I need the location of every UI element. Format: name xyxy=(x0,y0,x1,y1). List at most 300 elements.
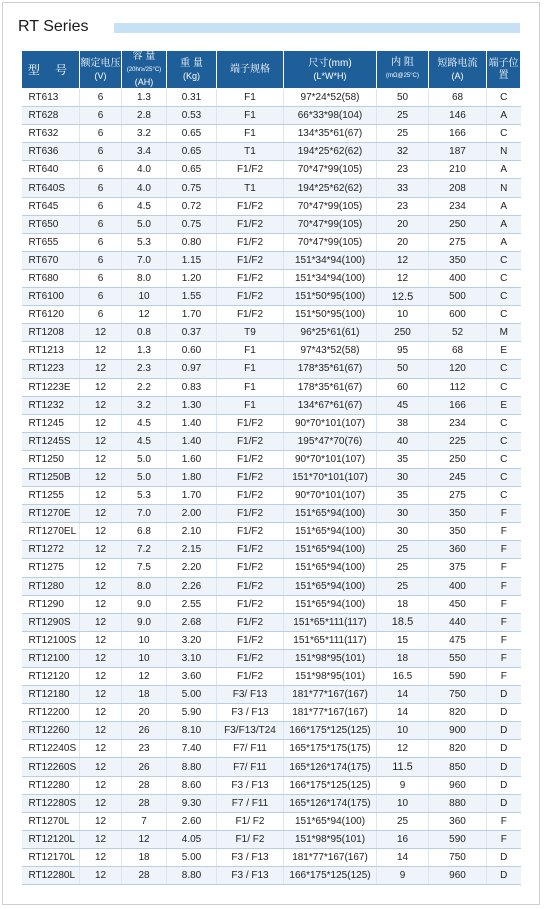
cell-terminal: F1/F2 xyxy=(217,595,284,613)
cell-short-current: 250 xyxy=(429,215,487,233)
cell-dimension: 97*43*52(58) xyxy=(284,342,377,360)
cell-capacity: 4.5 xyxy=(122,197,167,215)
cell-terminal-position: N xyxy=(487,143,521,161)
cell-voltage: 12 xyxy=(80,396,122,414)
table-row xyxy=(22,450,521,468)
cell-capacity: 10 xyxy=(122,631,167,649)
cell-dimension: 151*98*95(101) xyxy=(284,649,377,667)
table-row xyxy=(22,306,521,324)
cell-voltage: 12 xyxy=(80,450,122,468)
cell-weight: 0.53 xyxy=(167,107,217,125)
cell-dimension: 70*47*99(105) xyxy=(284,233,377,251)
cell-terminal-position: A xyxy=(487,161,521,179)
header-capacity-note: (20hr≥/25°C) xyxy=(126,67,162,73)
cell-model: RT1223 xyxy=(22,360,80,378)
cell-short-current: 350 xyxy=(429,505,487,523)
cell-voltage: 6 xyxy=(80,197,122,215)
cell-voltage: 12 xyxy=(80,505,122,523)
cell-short-current: 450 xyxy=(429,595,487,613)
cell-short-current: 208 xyxy=(429,179,487,197)
cell-dimension: 90*70*101(107) xyxy=(284,414,377,432)
cell-dimension: 70*47*99(105) xyxy=(284,215,377,233)
cell-model: RT650 xyxy=(22,215,80,233)
cell-terminal: F1/F2 xyxy=(217,649,284,667)
cell-dimension: 166*175*125(125) xyxy=(284,722,377,740)
cell-dimension: 151*65*111(117) xyxy=(284,613,377,631)
cell-terminal-position: A xyxy=(487,215,521,233)
table-row xyxy=(22,812,521,830)
table-row xyxy=(22,378,521,396)
cell-model: RT1208 xyxy=(22,324,80,342)
cell-terminal: F1/F2 xyxy=(217,613,284,631)
cell-terminal: F1/F2 xyxy=(217,269,284,287)
cell-capacity: 4.5 xyxy=(122,414,167,432)
cell-capacity: 9.0 xyxy=(122,613,167,631)
cell-dimension: 134*35*61(67) xyxy=(284,125,377,143)
cell-terminal: F1/F2 xyxy=(217,251,284,269)
cell-short-current: 750 xyxy=(429,848,487,866)
cell-capacity: 20 xyxy=(122,704,167,722)
cell-capacity: 12 xyxy=(122,306,167,324)
cell-capacity: 12 xyxy=(122,830,167,848)
table-row xyxy=(22,541,521,559)
table-header-row xyxy=(22,51,521,89)
table-row xyxy=(22,649,521,667)
cell-voltage: 6 xyxy=(80,107,122,125)
header-voltage-label: 额定电压 xyxy=(80,57,121,69)
cell-model: RT1223E xyxy=(22,378,80,396)
cell-capacity: 8.0 xyxy=(122,577,167,595)
cell-model: RT1250B xyxy=(22,468,80,486)
cell-resistance: 25 xyxy=(377,577,429,595)
table-row xyxy=(22,324,521,342)
cell-terminal-position: D xyxy=(487,776,521,794)
cell-resistance: 18 xyxy=(377,595,429,613)
cell-resistance: 15 xyxy=(377,631,429,649)
cell-dimension: 181*77*167(167) xyxy=(284,686,377,704)
cell-resistance: 35 xyxy=(377,450,429,468)
cell-terminal-position: F xyxy=(487,595,521,613)
cell-capacity: 4.5 xyxy=(122,432,167,450)
cell-dimension: 151*98*95(101) xyxy=(284,830,377,848)
cell-short-current: 68 xyxy=(429,342,487,360)
cell-short-current: 166 xyxy=(429,396,487,414)
cell-resistance: 12.5 xyxy=(377,288,429,306)
table-row xyxy=(22,740,521,758)
cell-dimension: 151*50*95(100) xyxy=(284,288,377,306)
table-row xyxy=(22,487,521,505)
cell-terminal-position: F xyxy=(487,830,521,848)
cell-terminal-position: C xyxy=(487,89,521,107)
cell-terminal: F7 / F11 xyxy=(217,794,284,812)
cell-terminal-position: F xyxy=(487,559,521,577)
cell-terminal: F1/F2 xyxy=(217,505,284,523)
cell-resistance: 20 xyxy=(377,233,429,251)
cell-weight: 2.68 xyxy=(167,613,217,631)
cell-weight: 3.10 xyxy=(167,649,217,667)
cell-voltage: 12 xyxy=(80,523,122,541)
cell-dimension: 151*65*94(100) xyxy=(284,595,377,613)
table-row xyxy=(22,631,521,649)
cell-weight: 8.80 xyxy=(167,867,217,885)
header-weight-unit: (Kg) xyxy=(182,70,200,81)
cell-capacity: 3.2 xyxy=(122,396,167,414)
cell-weight: 1.40 xyxy=(167,432,217,450)
cell-capacity: 18 xyxy=(122,848,167,866)
cell-resistance: 16 xyxy=(377,830,429,848)
cell-voltage: 12 xyxy=(80,487,122,505)
cell-weight: 0.65 xyxy=(167,143,217,161)
cell-dimension: 165*126*174(175) xyxy=(284,758,377,776)
cell-terminal-position: C xyxy=(487,269,521,287)
cell-short-current: 225 xyxy=(429,432,487,450)
header-capacity-unit: (AH) xyxy=(134,77,154,87)
cell-resistance: 14 xyxy=(377,848,429,866)
table-row xyxy=(22,396,521,414)
cell-resistance: 50 xyxy=(377,360,429,378)
header-voltage xyxy=(80,51,122,89)
cell-model: RT1270E xyxy=(22,505,80,523)
cell-weight: 2.55 xyxy=(167,595,217,613)
cell-terminal-position: E xyxy=(487,342,521,360)
cell-resistance: 12 xyxy=(377,740,429,758)
cell-short-current: 275 xyxy=(429,233,487,251)
cell-terminal-position: C xyxy=(487,306,521,324)
cell-dimension: 151*98*95(101) xyxy=(284,668,377,686)
cell-short-current: 250 xyxy=(429,450,487,468)
cell-terminal-position: C xyxy=(487,360,521,378)
table-row xyxy=(22,342,521,360)
header-dimension xyxy=(284,51,377,89)
table-row xyxy=(22,432,521,450)
cell-short-current: 350 xyxy=(429,523,487,541)
cell-dimension: 151*65*94(100) xyxy=(284,577,377,595)
cell-voltage: 12 xyxy=(80,776,122,794)
cell-voltage: 12 xyxy=(80,704,122,722)
cell-terminal-position: M xyxy=(487,324,521,342)
cell-dimension: 178*35*61(67) xyxy=(284,378,377,396)
cell-model: RT12120L xyxy=(22,830,80,848)
cell-voltage: 12 xyxy=(80,758,122,776)
table-row xyxy=(22,360,521,378)
table-row xyxy=(22,197,521,215)
cell-terminal-position: C xyxy=(487,487,521,505)
cell-terminal: F1 xyxy=(217,396,284,414)
cell-dimension: 151*34*94(100) xyxy=(284,269,377,287)
cell-short-current: 590 xyxy=(429,830,487,848)
cell-voltage: 6 xyxy=(80,215,122,233)
cell-dimension: 195*47*70(76) xyxy=(284,432,377,450)
cell-dimension: 181*77*167(167) xyxy=(284,848,377,866)
cell-resistance: 16.5 xyxy=(377,668,429,686)
cell-terminal: T9 xyxy=(217,324,284,342)
cell-voltage: 12 xyxy=(80,668,122,686)
cell-weight: 0.75 xyxy=(167,179,217,197)
cell-dimension: 166*175*125(125) xyxy=(284,776,377,794)
cell-capacity: 26 xyxy=(122,758,167,776)
cell-weight: 7.40 xyxy=(167,740,217,758)
cell-short-current: 360 xyxy=(429,812,487,830)
cell-weight: 0.65 xyxy=(167,161,217,179)
cell-terminal-position: F xyxy=(487,812,521,830)
cell-resistance: 23 xyxy=(377,161,429,179)
cell-weight: 8.60 xyxy=(167,776,217,794)
cell-terminal-position: D xyxy=(487,722,521,740)
cell-voltage: 6 xyxy=(80,89,122,107)
cell-voltage: 12 xyxy=(80,414,122,432)
header-weight-label: 重 量 xyxy=(180,57,203,69)
cell-terminal: F7/ F11 xyxy=(217,740,284,758)
cell-weight: 0.60 xyxy=(167,342,217,360)
cell-dimension: 151*65*94(100) xyxy=(284,505,377,523)
cell-short-current: 440 xyxy=(429,613,487,631)
cell-weight: 0.75 xyxy=(167,215,217,233)
table-row xyxy=(22,125,521,143)
cell-weight: 1.80 xyxy=(167,468,217,486)
table-row xyxy=(22,595,521,613)
cell-dimension: 66*33*98(104) xyxy=(284,107,377,125)
cell-resistance: 11.5 xyxy=(377,758,429,776)
cell-short-current: 400 xyxy=(429,269,487,287)
cell-terminal-position: A xyxy=(487,197,521,215)
cell-terminal: T1 xyxy=(217,143,284,161)
table-row xyxy=(22,288,521,306)
cell-voltage: 12 xyxy=(80,595,122,613)
cell-short-current: 360 xyxy=(429,541,487,559)
cell-model: RT6120 xyxy=(22,306,80,324)
cell-dimension: 70*47*99(105) xyxy=(284,197,377,215)
cell-short-current: 234 xyxy=(429,414,487,432)
cell-dimension: 151*65*94(100) xyxy=(284,812,377,830)
page-title: RT Series xyxy=(18,18,89,35)
cell-dimension: 134*67*61(67) xyxy=(284,396,377,414)
cell-short-current: 850 xyxy=(429,758,487,776)
cell-model: RT632 xyxy=(22,125,80,143)
header-weight xyxy=(167,51,217,89)
cell-weight: 2.60 xyxy=(167,812,217,830)
cell-terminal: F1 xyxy=(217,107,284,125)
cell-terminal-position: F xyxy=(487,505,521,523)
cell-voltage: 12 xyxy=(80,378,122,396)
table-row xyxy=(22,269,521,287)
cell-dimension: 97*24*52(58) xyxy=(284,89,377,107)
cell-terminal: F1/F2 xyxy=(217,559,284,577)
cell-weight: 3.60 xyxy=(167,668,217,686)
cell-short-current: 500 xyxy=(429,288,487,306)
cell-capacity: 7 xyxy=(122,812,167,830)
cell-weight: 9.30 xyxy=(167,794,217,812)
cell-terminal: F1/F2 xyxy=(217,215,284,233)
cell-weight: 0.80 xyxy=(167,233,217,251)
cell-weight: 1.70 xyxy=(167,306,217,324)
cell-dimension: 165*126*174(175) xyxy=(284,794,377,812)
cell-dimension: 151*65*94(100) xyxy=(284,541,377,559)
cell-dimension: 165*175*175(175) xyxy=(284,740,377,758)
cell-dimension: 178*35*61(67) xyxy=(284,360,377,378)
cell-terminal-position: C xyxy=(487,125,521,143)
cell-voltage: 6 xyxy=(80,125,122,143)
cell-short-current: 350 xyxy=(429,251,487,269)
cell-short-current: 120 xyxy=(429,360,487,378)
cell-resistance: 32 xyxy=(377,143,429,161)
cell-terminal: F3 / F13 xyxy=(217,867,284,885)
cell-resistance: 30 xyxy=(377,468,429,486)
cell-voltage: 12 xyxy=(80,867,122,885)
cell-resistance: 10 xyxy=(377,794,429,812)
cell-dimension: 151*50*95(100) xyxy=(284,306,377,324)
cell-short-current: 112 xyxy=(429,378,487,396)
cell-model: RT12280L xyxy=(22,867,80,885)
cell-capacity: 1.3 xyxy=(122,342,167,360)
cell-terminal: F1 xyxy=(217,342,284,360)
table-row xyxy=(22,867,521,885)
cell-terminal-position: F xyxy=(487,613,521,631)
cell-capacity: 7.0 xyxy=(122,251,167,269)
cell-short-current: 68 xyxy=(429,89,487,107)
cell-capacity: 5.3 xyxy=(122,487,167,505)
cell-terminal-position: C xyxy=(487,414,521,432)
cell-voltage: 6 xyxy=(80,251,122,269)
cell-voltage: 12 xyxy=(80,613,122,631)
cell-dimension: 194*25*62(62) xyxy=(284,143,377,161)
spec-table xyxy=(21,50,521,885)
table-row xyxy=(22,722,521,740)
cell-capacity: 28 xyxy=(122,776,167,794)
cell-resistance: 25 xyxy=(377,812,429,830)
cell-dimension: 90*70*101(107) xyxy=(284,487,377,505)
cell-voltage: 6 xyxy=(80,161,122,179)
cell-voltage: 12 xyxy=(80,848,122,866)
cell-model: RT12260S xyxy=(22,758,80,776)
cell-weight: 3.20 xyxy=(167,631,217,649)
cell-resistance: 95 xyxy=(377,342,429,360)
cell-terminal: F1 xyxy=(217,378,284,396)
cell-dimension: 151*65*111(117) xyxy=(284,631,377,649)
cell-terminal: F1 xyxy=(217,125,284,143)
cell-terminal-position: A xyxy=(487,233,521,251)
cell-weight: 1.70 xyxy=(167,487,217,505)
cell-voltage: 12 xyxy=(80,432,122,450)
cell-terminal: F1/F2 xyxy=(217,631,284,649)
cell-model: RT628 xyxy=(22,107,80,125)
cell-resistance: 18 xyxy=(377,649,429,667)
cell-weight: 2.00 xyxy=(167,505,217,523)
cell-resistance: 45 xyxy=(377,396,429,414)
cell-voltage: 6 xyxy=(80,269,122,287)
table-body xyxy=(22,89,521,885)
cell-capacity: 6.8 xyxy=(122,523,167,541)
cell-resistance: 20 xyxy=(377,215,429,233)
cell-model: RT636 xyxy=(22,143,80,161)
cell-short-current: 234 xyxy=(429,197,487,215)
cell-terminal: F3 / F13 xyxy=(217,776,284,794)
cell-resistance: 10 xyxy=(377,306,429,324)
cell-terminal: T1 xyxy=(217,179,284,197)
header-capacity xyxy=(122,51,167,89)
cell-capacity: 3.4 xyxy=(122,143,167,161)
cell-voltage: 12 xyxy=(80,812,122,830)
table-row xyxy=(22,848,521,866)
cell-terminal-position: C xyxy=(487,468,521,486)
cell-resistance: 30 xyxy=(377,523,429,541)
cell-terminal-position: C xyxy=(487,251,521,269)
cell-weight: 2.20 xyxy=(167,559,217,577)
cell-weight: 5.00 xyxy=(167,848,217,866)
cell-model: RT1255 xyxy=(22,487,80,505)
cell-dimension: 151*34*94(100) xyxy=(284,251,377,269)
cell-terminal: F1/F2 xyxy=(217,432,284,450)
cell-weight: 2.15 xyxy=(167,541,217,559)
cell-resistance: 10 xyxy=(377,722,429,740)
cell-weight: 2.26 xyxy=(167,577,217,595)
cell-terminal: F1/F2 xyxy=(217,541,284,559)
cell-resistance: 50 xyxy=(377,89,429,107)
cell-weight: 1.15 xyxy=(167,251,217,269)
cell-dimension: 181*77*167(167) xyxy=(284,704,377,722)
cell-weight: 1.30 xyxy=(167,396,217,414)
cell-resistance: 25 xyxy=(377,107,429,125)
cell-capacity: 10 xyxy=(122,649,167,667)
cell-model: RT1245 xyxy=(22,414,80,432)
cell-terminal: F1 xyxy=(217,360,284,378)
cell-terminal-position: F xyxy=(487,577,521,595)
header-resistance-unit: (mΩ@25°C) xyxy=(386,73,419,79)
cell-voltage: 12 xyxy=(80,577,122,595)
cell-capacity: 2.8 xyxy=(122,107,167,125)
cell-model: RT12120 xyxy=(22,668,80,686)
cell-weight: 5.00 xyxy=(167,686,217,704)
cell-resistance: 14 xyxy=(377,686,429,704)
cell-weight: 4.05 xyxy=(167,830,217,848)
cell-voltage: 12 xyxy=(80,794,122,812)
cell-resistance: 30 xyxy=(377,505,429,523)
header-dimension-unit: (L*W*H) xyxy=(313,70,347,81)
cell-terminal: F1/F2 xyxy=(217,288,284,306)
header-resistance-label: 内 阻 xyxy=(391,57,414,68)
cell-model: RT655 xyxy=(22,233,80,251)
cell-resistance: 25 xyxy=(377,559,429,577)
cell-terminal: F1/F2 xyxy=(217,577,284,595)
cell-weight: 2.10 xyxy=(167,523,217,541)
cell-short-current: 550 xyxy=(429,649,487,667)
cell-dimension: 151*65*94(100) xyxy=(284,559,377,577)
table-row xyxy=(22,577,521,595)
cell-voltage: 12 xyxy=(80,324,122,342)
cell-weight: 0.83 xyxy=(167,378,217,396)
cell-terminal: F1/ F2 xyxy=(217,812,284,830)
cell-resistance: 40 xyxy=(377,432,429,450)
cell-capacity: 12 xyxy=(122,668,167,686)
cell-capacity: 7.2 xyxy=(122,541,167,559)
header-dimension-label: 尺寸(mm) xyxy=(308,57,352,69)
header-model: 型 号 xyxy=(22,51,80,89)
cell-voltage: 12 xyxy=(80,468,122,486)
cell-terminal: F1/F2 xyxy=(217,306,284,324)
cell-terminal: F1/F2 xyxy=(217,450,284,468)
cell-voltage: 6 xyxy=(80,233,122,251)
cell-model: RT1270L xyxy=(22,812,80,830)
cell-resistance: 38 xyxy=(377,414,429,432)
cell-dimension: 151*70*101(107) xyxy=(284,468,377,486)
cell-terminal: F3 / F13 xyxy=(217,704,284,722)
cell-weight: 5.90 xyxy=(167,704,217,722)
cell-weight: 0.97 xyxy=(167,360,217,378)
table-row xyxy=(22,668,521,686)
cell-terminal-position: D xyxy=(487,740,521,758)
header-short-current-unit: (A) xyxy=(451,70,464,81)
cell-resistance: 12 xyxy=(377,251,429,269)
table-row xyxy=(22,559,521,577)
